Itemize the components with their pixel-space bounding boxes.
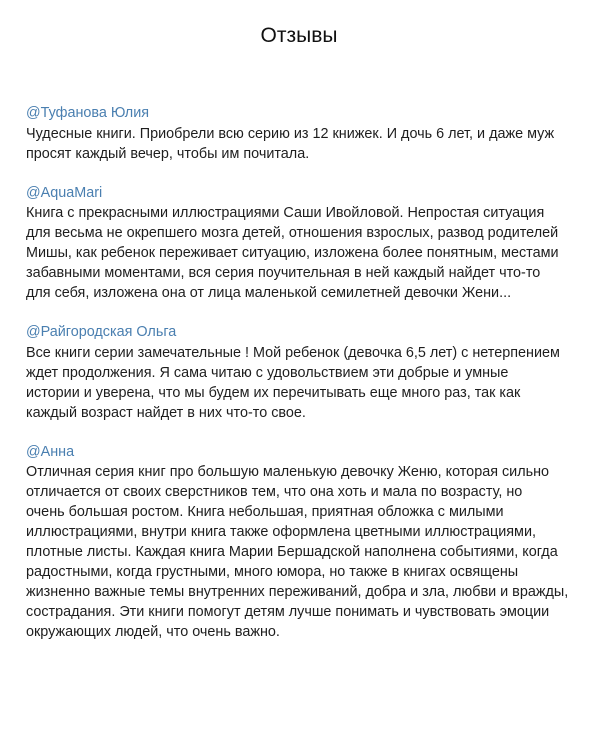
- review-text-line: просят каждый вечер, чтобы им почитала.: [26, 145, 310, 162]
- review-text-line: отличается от своих сверстников тем, что она хоть и мала по возрасту, но: [26, 484, 523, 500]
- review-text-line: иллюстрациями, внутри книга также оформлена цветными иллюстрациями,: [26, 524, 536, 540]
- review-text-line: радостными, когда грустными, много юмора, но также в книгах освящены: [26, 564, 519, 580]
- review-text: [26, 124, 572, 164]
- review-item: [26, 184, 572, 304]
- review-item: [26, 443, 572, 643]
- review-text-line: для весьма не окрепшего мозга детей, отношения взрослых, развод родителей: [26, 225, 559, 241]
- review-text-line: ждет продолжения. Я сама читаю с удовольствием эти добрые и умные: [26, 364, 509, 381]
- review-text-line: окружающих людей, что очень важно.: [26, 624, 280, 640]
- review-text-line: плотные листы. Каждая книга Марии Бершадской наполнена событиями, когда: [26, 544, 558, 560]
- review-text-line: забавными моментами, вся серия поучительная в ней каждый найдет что-то: [26, 265, 541, 281]
- review-item: [26, 323, 572, 423]
- review-author[interactable]: @Анна: [26, 443, 75, 460]
- review-text-line: сострадания. Эти книги помогут детям лучше понимать и чувствовать эмоции: [26, 604, 550, 620]
- review-text-line: очень большая ростом. Книга небольшая, приятная обложка с милыми: [26, 504, 504, 520]
- review-author[interactable]: @Туфанова Юлия: [26, 105, 150, 121]
- review-text: [26, 343, 572, 423]
- review-text-line: жизненно важные темы внутренних переживаний, добра и зла, любви и вражды,: [26, 584, 569, 600]
- review-author[interactable]: @Райгородская Ольга: [26, 324, 177, 340]
- review-text-line: Книга с прекрасными иллюстрациями Саши Ивойловой. Непростая ситуация: [26, 205, 545, 221]
- review-text-line: Все книги серии замечательные ! Мой ребенок (девочка 6,5 лет) с нетерпением: [26, 344, 560, 361]
- review-text-line: истории и уверена, что мы будем их перечитывать еще много раз, так как: [26, 384, 521, 401]
- review-item: [26, 104, 572, 164]
- review-text-line: Мишы, как ребенок переживает ситуацию, изложена более понятным, местами: [26, 245, 559, 261]
- review-text-line: для себя, изложена она от лица маленькой семилетней девочки Жени...: [26, 285, 512, 301]
- review-text: [26, 203, 572, 303]
- page-title: Отзывы: [260, 24, 338, 47]
- review-author[interactable]: @AquaMari: [26, 184, 103, 201]
- review-text-line: Чудесные книги. Приобрели всю серию из 12 книжек. И дочь 6 лет, и даже муж: [26, 125, 555, 142]
- review-text-line: каждый возраст найдет в них что-то свое.: [26, 404, 306, 421]
- review-text: [26, 462, 572, 642]
- review-text-line: Отличная серия книг про большую маленькую девочку Женю, которая сильно: [26, 464, 550, 480]
